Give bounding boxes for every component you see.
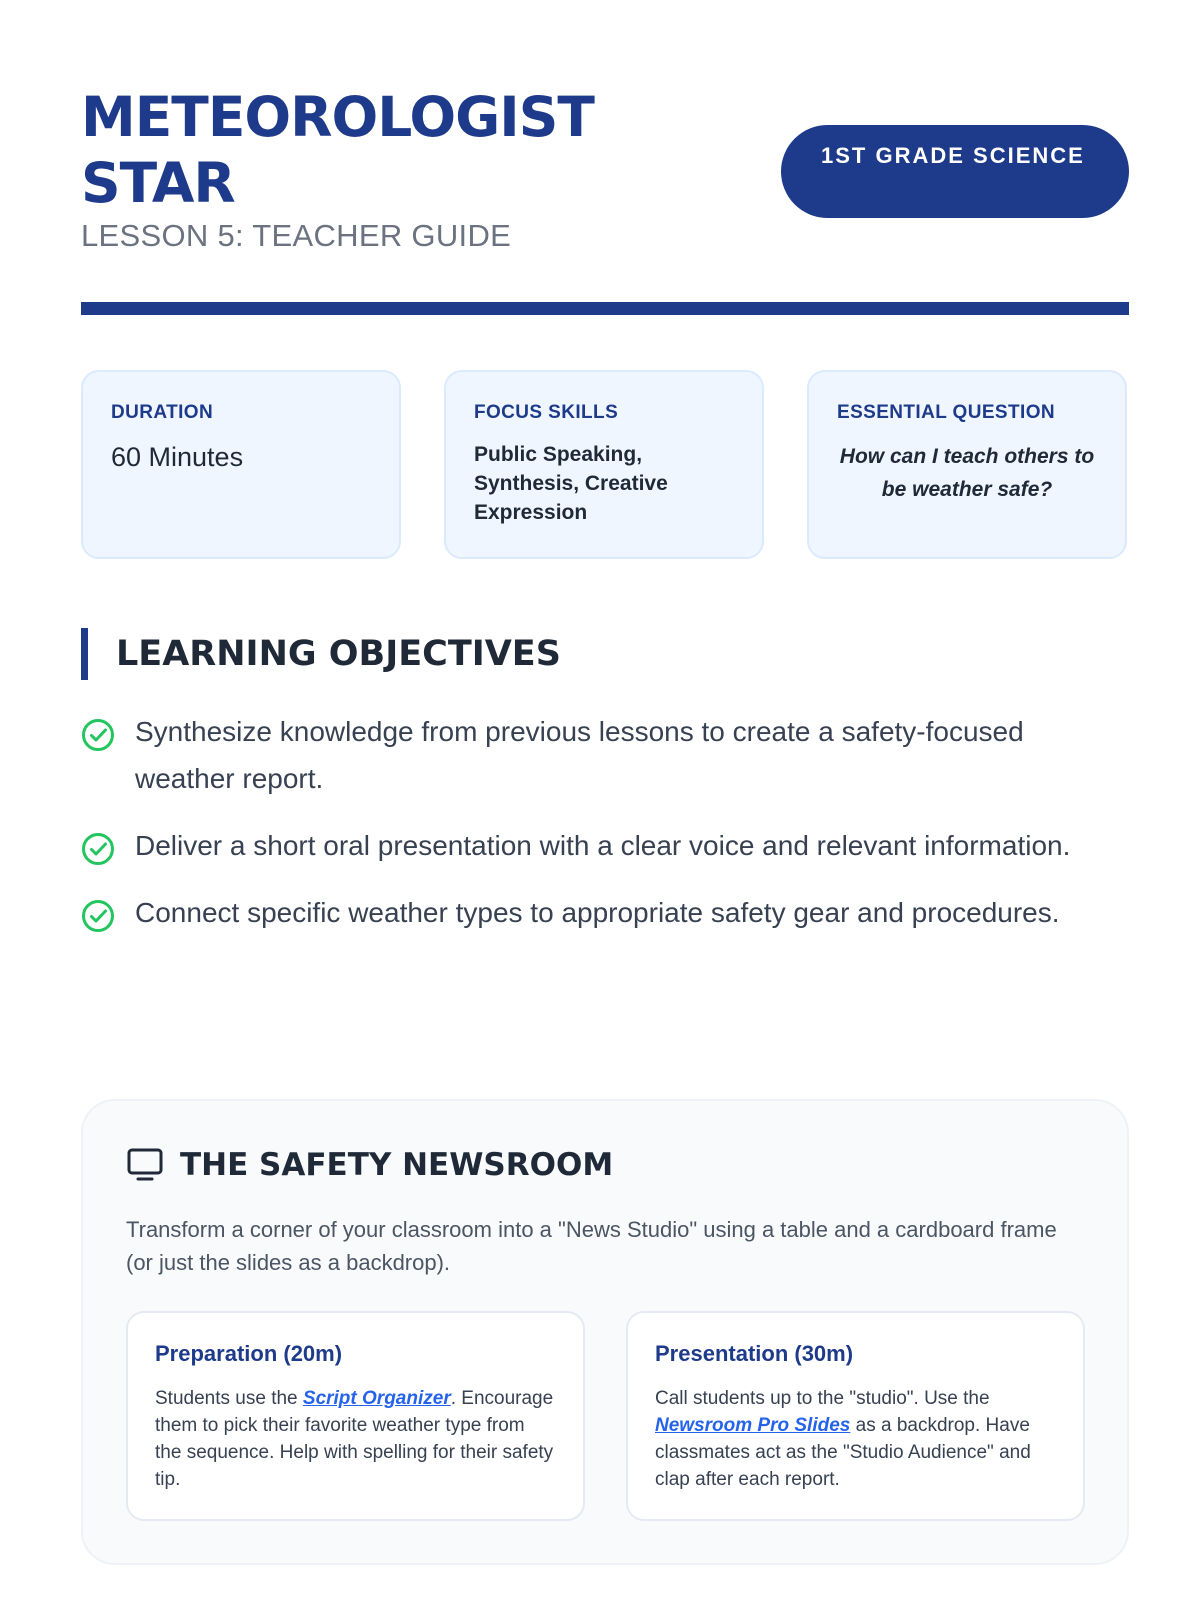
script-organizer-link[interactable]: Script Organizer [302,1388,451,1409]
duration-label: DURATION [111,402,214,423]
check-circle-icon [81,899,115,933]
objective-item [81,889,1129,936]
objectives-list [81,708,1129,956]
preparation-card [126,1311,585,1521]
preparation-text-end: . Encourage them to pick their favorite weather type from the sequence. Help with spelling for their safety tip. [155,1388,554,1490]
objective-item [81,708,1129,802]
objective-text: Synthesize knowledge from previous lessons to create a safety-focused weather report. [135,716,1024,794]
duration-card [81,370,401,559]
objective-text: Connect specific weather types to appropriate safety gear and procedures. [135,897,1060,928]
safety-newsroom-panel [81,1099,1129,1565]
presentation-text [655,1385,1056,1493]
check-circle-icon [81,718,115,752]
essential-question-value: How can I teach others to be weather safe? [839,445,1095,501]
lesson-guide-page [81,0,1129,1600]
presentation-title: Presentation (30m) [655,1341,854,1366]
newsroom-pro-slides-link[interactable]: Newsroom Pro Slides [655,1415,851,1436]
focus-skills-label: FOCUS SKILLS [474,402,619,423]
grade-badge: 1ST GRADE SCIENCE [781,125,1129,218]
learning-objectives-heading: LEARNING OBJECTIVES [81,628,561,680]
objective-text: Deliver a short oral presentation with a clear voice and relevant information. [135,830,1071,861]
page-title: METEOROLOGIST STAR [81,85,594,215]
focus-skills-value: Public Speaking, Synthesis, Creative Expression [474,443,668,524]
newsroom-description: Transform a corner of your classroom into a "News Studio" using a table and a cardboard frame (or just the slides as a backdrop). [126,1217,1057,1275]
duration-value: 60 Minutes [111,442,244,472]
essential-question-label: ESSENTIAL QUESTION [837,402,1055,423]
preparation-text-start: Students use the [155,1388,303,1409]
presentation-text-start: Call students up to the "studio". Use the [655,1388,990,1409]
focus-skills-card [444,370,764,559]
header-divider [81,302,1129,315]
newsroom-header [126,1147,613,1183]
presentation-card [626,1311,1085,1521]
check-circle-icon [81,832,115,866]
essential-question-card [807,370,1127,559]
objective-item [81,822,1129,869]
monitor-icon [126,1147,164,1183]
preparation-title: Preparation (20m) [155,1341,343,1366]
preparation-text [155,1385,556,1493]
newsroom-heading: THE SAFETY NEWSROOM [180,1147,614,1183]
lesson-subtitle: LESSON 5: TEACHER GUIDE [81,218,512,253]
presentation-text-end: as a backdrop. Have classmates act as the "Studio Audience" and clap after each report. [655,1415,1031,1490]
